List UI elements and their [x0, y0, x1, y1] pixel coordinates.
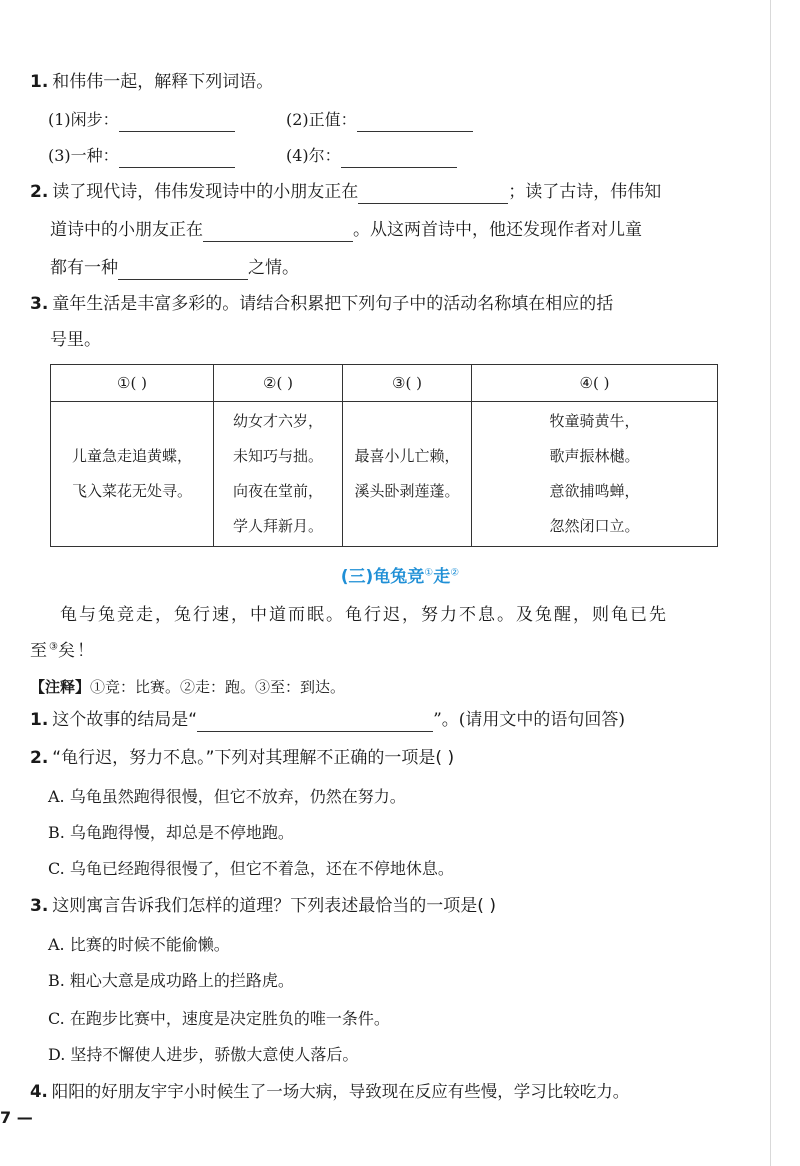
poem-line: 歌声振林樾。	[549, 447, 640, 465]
answer-blank[interactable]	[341, 149, 457, 168]
table-header-cell[interactable]: ④( )	[472, 365, 718, 402]
question-2	[30, 180, 661, 204]
question-1	[30, 70, 273, 94]
poem-line: 儿童急走追黄蝶，	[71, 447, 192, 465]
passage-line-2	[30, 636, 96, 661]
reading-question-2	[30, 746, 454, 770]
question-number: 3.	[30, 294, 49, 314]
answer-blank[interactable]	[119, 149, 235, 168]
term-1	[48, 108, 235, 132]
question-text: ；读了古诗，伟伟知	[508, 182, 662, 202]
term-label: (4)尔：	[286, 146, 341, 165]
table-header-cell[interactable]: ②( )	[214, 365, 343, 402]
question-number: 4.	[30, 1082, 48, 1101]
question-2-line-2	[50, 218, 642, 242]
question-text: 都有一种	[50, 258, 118, 278]
passage-text: 矣！	[57, 641, 96, 661]
question-number: 1.	[30, 710, 49, 730]
question-3	[30, 292, 613, 316]
option-a[interactable]: A. 乌龟虽然跑得很慢，但它不放弃，仍然在努力。	[48, 787, 406, 806]
option-c[interactable]: C. 在跑步比赛中，速度是决定胜负的唯一条件。	[48, 1009, 390, 1028]
option-d[interactable]: D. 坚持不懈使人进步，骄傲大意使人落后。	[48, 1045, 359, 1064]
term-2	[286, 108, 473, 132]
question-text: 。从这两首诗中，他还发现作者对儿童	[353, 220, 642, 240]
footnote-mark: ①	[424, 567, 434, 579]
poem-line: 溪头卧剥莲蓬。	[354, 482, 460, 500]
table-cell	[51, 402, 214, 547]
question-2-line-3	[50, 256, 299, 280]
answer-blank[interactable]	[357, 113, 473, 132]
poem-line: 忽然闭口立。	[549, 517, 640, 535]
poem-line: 学人拜新月。	[232, 517, 323, 535]
term-label: (2)正值：	[286, 110, 357, 129]
table-cell	[214, 402, 343, 547]
term-label: (3)一种：	[48, 146, 119, 165]
table-row	[51, 402, 718, 547]
term-4	[286, 144, 457, 168]
question-text: 阳阳的好朋友宇宇小时候生了一场大病，导致现在反应有些慢，学习比较吃力。	[51, 1082, 630, 1101]
question-text: 之情。	[248, 258, 299, 278]
table-header-cell[interactable]: ①( )	[51, 365, 214, 402]
answer-blank[interactable]	[203, 223, 353, 242]
footnote-mark: ③	[49, 641, 58, 653]
table-cell	[472, 402, 718, 547]
poem-line: 未知巧与拙。	[232, 447, 323, 465]
table-header-cell[interactable]: ③( )	[343, 365, 472, 402]
question-text: 读了现代诗，伟伟发现诗中的小朋友正在	[52, 182, 359, 202]
question-text: 和伟伟一起，解释下列词语。	[52, 72, 274, 92]
question-number: 3.	[30, 896, 49, 916]
answer-blank[interactable]	[358, 185, 508, 204]
activity-table	[50, 364, 718, 547]
section-title	[0, 562, 800, 587]
option-c[interactable]: C. 乌龟已经跑得很慢了，但它不着急，还在不停地休息。	[48, 859, 454, 878]
question-number: 2.	[30, 182, 49, 202]
question-text: ”。(请用文中的语句回答)	[433, 710, 626, 730]
question-3-line-2	[50, 328, 101, 352]
poem-line: 意欲捕鸣蝉，	[549, 482, 640, 500]
question-text: “龟行迟，努力不息。”下列对其理解不正确的一项是( )	[52, 748, 455, 768]
footnote-mark: ②	[450, 567, 460, 579]
poem-line: 最喜小儿亡赖，	[354, 447, 460, 465]
option-a[interactable]: A. 比赛的时候不能偷懒。	[48, 935, 230, 954]
answer-blank[interactable]	[119, 113, 235, 132]
section-title-text: (三)龟兔竞	[340, 567, 425, 587]
reading-question-1	[30, 708, 625, 732]
reading-question-3	[30, 894, 496, 918]
page-number: 7 —	[0, 1108, 33, 1127]
answer-blank[interactable]	[118, 261, 248, 280]
annotation	[30, 676, 345, 697]
reading-question-4	[30, 1080, 629, 1104]
poem-line: 牧童骑黄牛，	[549, 412, 640, 430]
table-header-row	[51, 365, 718, 402]
option-b[interactable]: B. 乌龟跑得慢，却总是不停地跑。	[48, 823, 294, 842]
passage-text: 至	[30, 641, 49, 661]
section-title-text: 走	[433, 567, 451, 587]
poem-line: 飞入菜花无处寻。	[71, 482, 192, 500]
question-text: 号里。	[50, 330, 101, 350]
question-number: 1.	[30, 72, 49, 92]
question-text: 童年生活是丰富多彩的。请结合积累把下列句子中的活动名称填在相应的括	[52, 294, 614, 314]
question-text: 这个故事的结局是“	[52, 710, 198, 730]
option-b[interactable]: B. 粗心大意是成功路上的拦路虎。	[48, 971, 294, 990]
table-cell	[343, 402, 472, 547]
poem-line: 向夜在堂前，	[232, 482, 323, 500]
passage-line-1: 龟与兔竞走，兔行速，中道而眠。龟行迟，努力不息。及兔醒，则龟已先	[60, 605, 668, 625]
question-number: 2.	[30, 748, 49, 768]
annotation-text: ①竞：比赛。②走：跑。③至：到达。	[90, 678, 346, 696]
question-text: 这则寓言告诉我们怎样的道理？下列表述最恰当的一项是( )	[52, 896, 496, 916]
poem-line: 幼女才六岁，	[232, 412, 323, 430]
term-label: (1)闲步：	[48, 110, 119, 129]
annotation-tag: 【注释】	[30, 678, 91, 696]
question-text: 道诗中的小朋友正在	[50, 220, 203, 240]
answer-blank[interactable]	[197, 713, 433, 732]
term-3	[48, 144, 235, 168]
